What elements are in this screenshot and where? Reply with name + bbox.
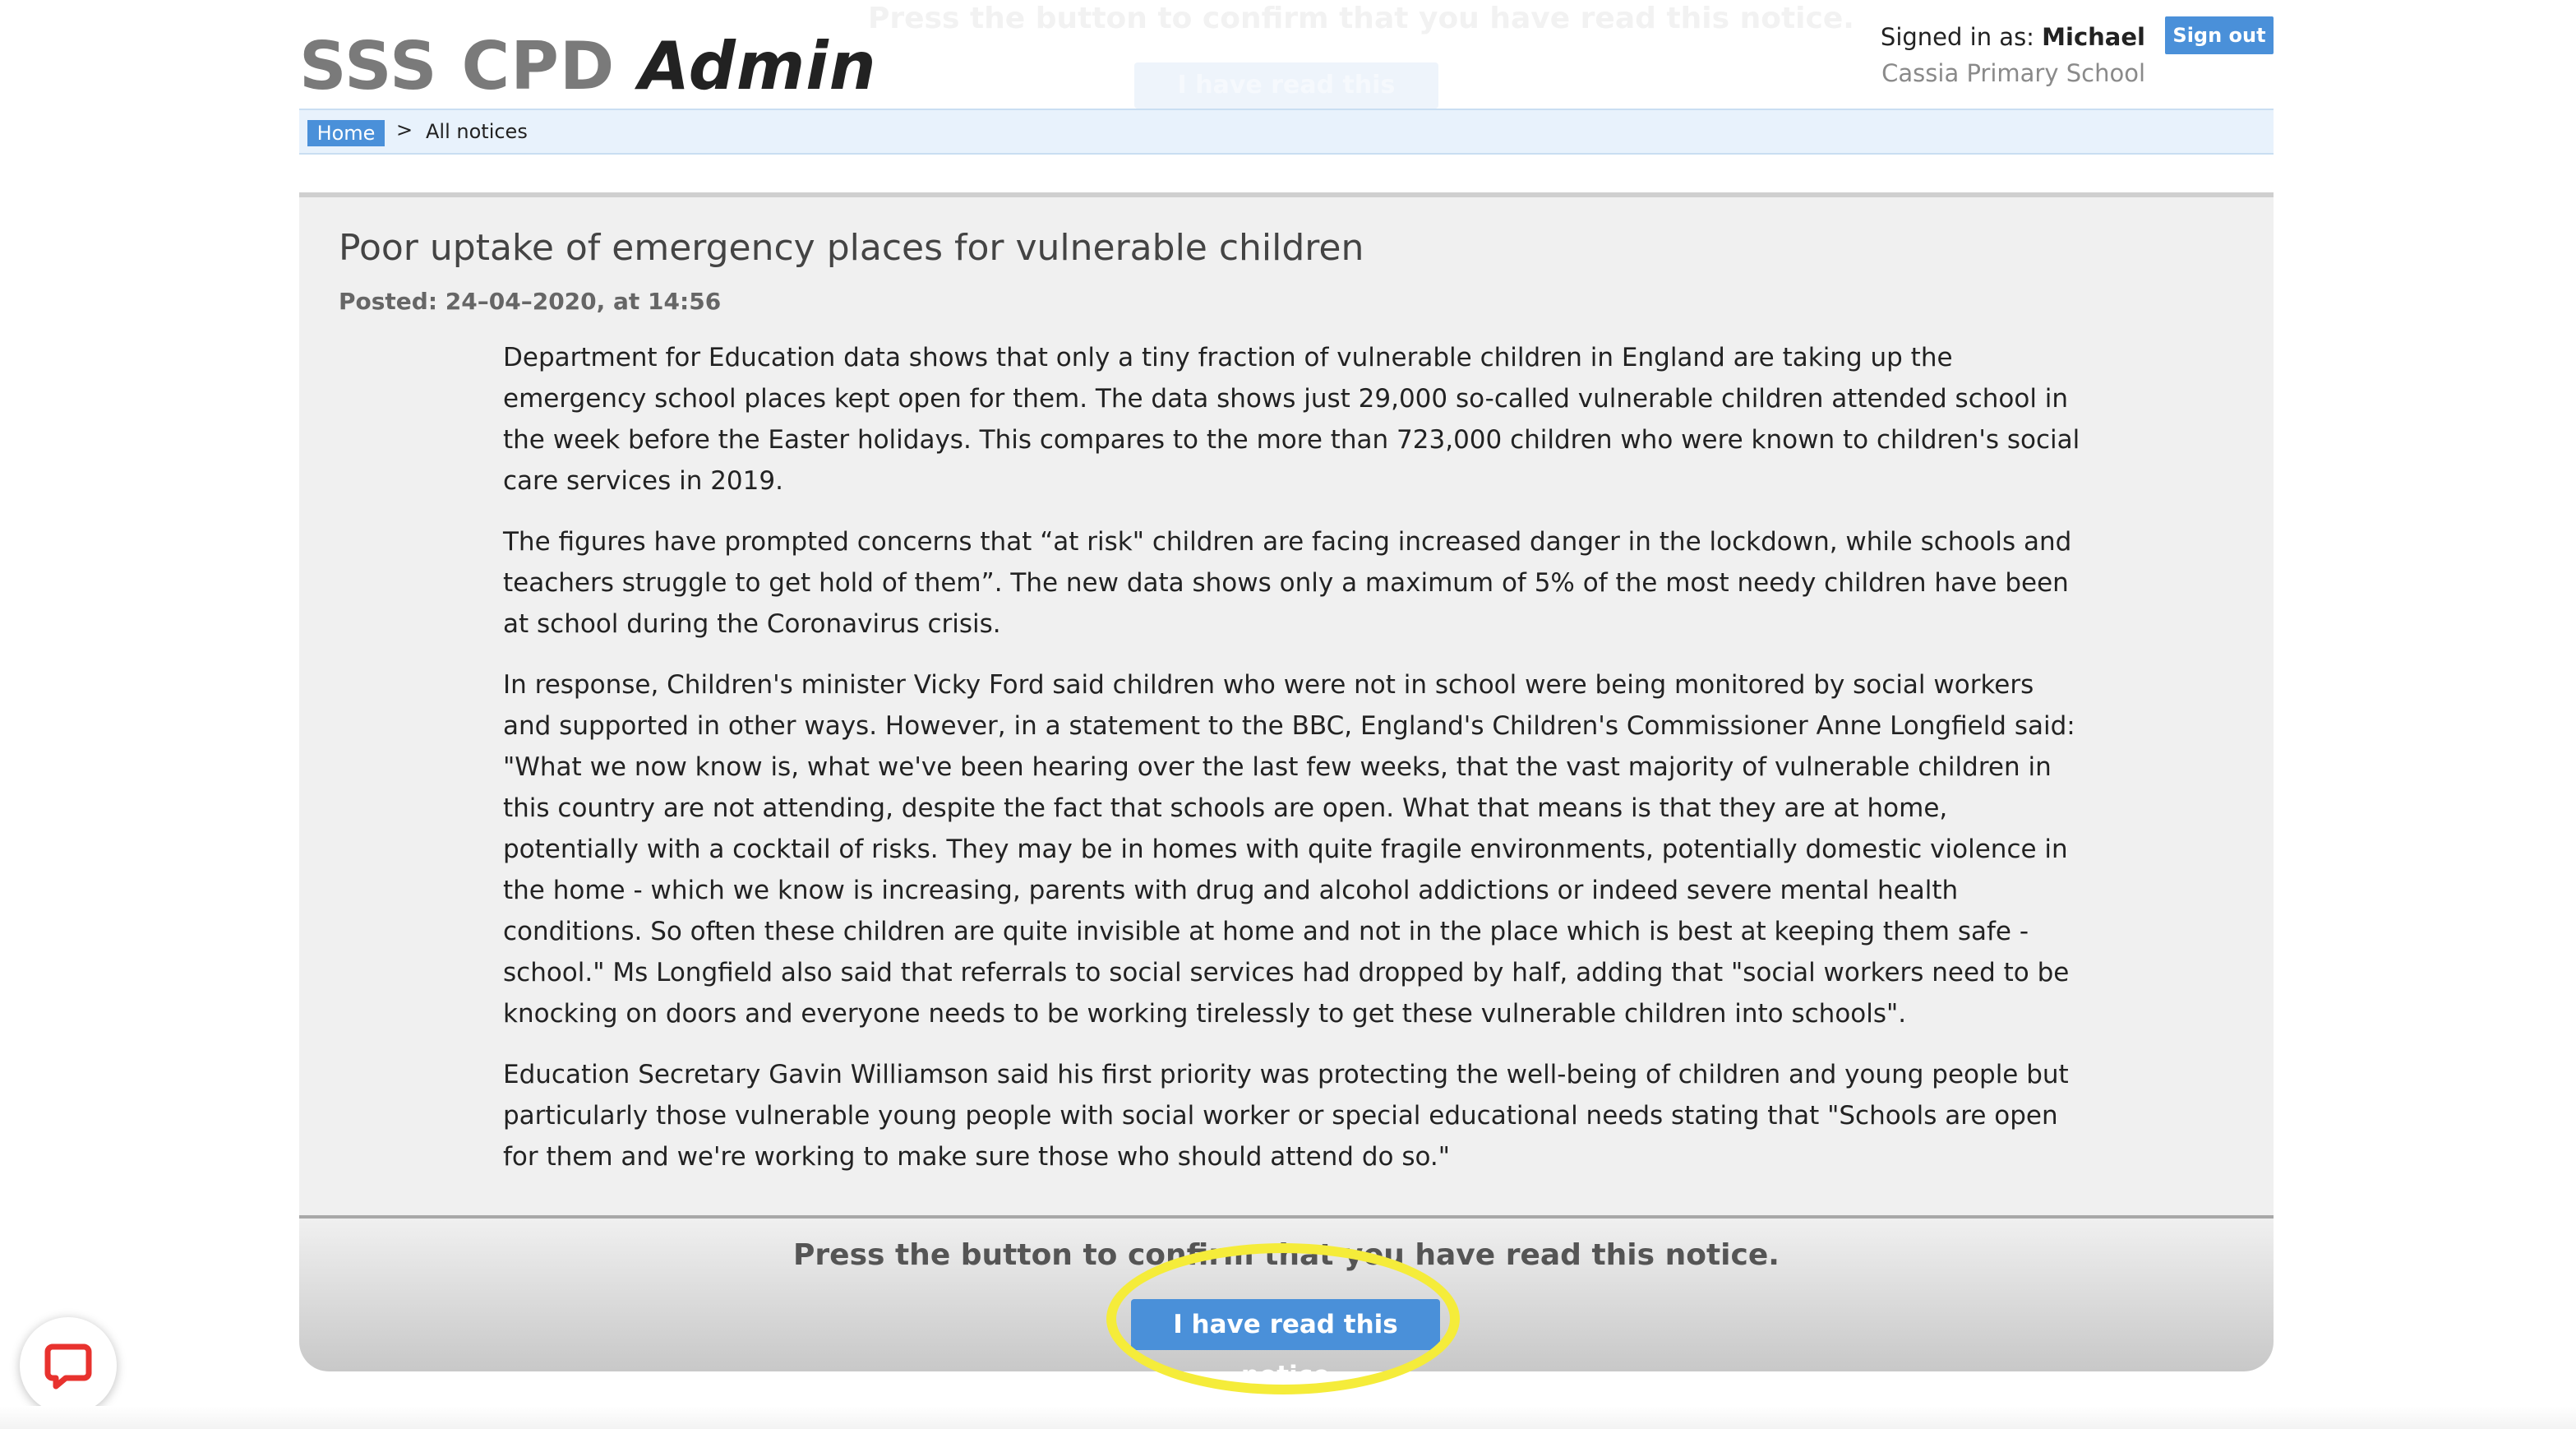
sign-out-button[interactable]: Sign out <box>2165 16 2274 54</box>
notice-paragraph: The figures have prompted concerns that “at risk" children are facing increased danger in the lockdown, while schools and teachers struggle to get hold of them”. The new data shows only a maximum of 5% of the most needy children have been at school during the Coronavirus crisis. <box>503 527 2072 639</box>
signed-in-info <box>1881 23 2145 51</box>
chat-widget-button[interactable] <box>20 1317 117 1414</box>
notice-paragraph: In response, Children's minister Vicky Ford said children who were not in school were being monitored by social workers and supported in other ways. However, in a statement to the BBC, England's Children's Commissioner Anne Longfield said: "What we now know is, what we've been hearing over the last few weeks, that the vast majority of vulnerable children in this country are not attending, despite the fact that schools are open. What that means is that they are at home, potentially with a cocktail of risks. They may be in homes with quite fragile environments, potentially domestic violence in the home - which we know is increasing, parents with drug and alcohol addictions or indeed severe mental health conditions. So often these children are quite invisible at home and not in the place which is best at keeping them safe - school." Ms Longfield also said that referrals to social services had dropped by half, adding that "social workers need to be knocking on doors and everyone needs to be working tirelessly to get these vulnerable children into schools". <box>503 670 2075 1029</box>
chat-bubble-icon <box>44 1342 92 1390</box>
logo-prefix: SSS CPD <box>299 28 616 104</box>
ghost-read-button: I have read this <box>1134 62 1438 109</box>
read-notice-button[interactable]: I have read this notice <box>1131 1299 1440 1350</box>
bottom-fade <box>0 1406 2576 1429</box>
notice-paragraph: Education Secretary Gavin Williamson said his first priority was protecting the well-being of children and young people but particularly those vulnerable young people with social worker or special educational needs stating that "Schools are open for them and we're working to make sure those who should attend do so." <box>503 1060 2069 1172</box>
confirm-instruction: Press the button to confirm that you have read this notice. <box>793 1238 1780 1272</box>
breadcrumb <box>299 109 2274 155</box>
breadcrumb-separator: > <box>396 118 413 141</box>
school-name: Cassia Primary School <box>1881 59 2145 87</box>
logo[interactable] <box>299 28 877 104</box>
signed-in-label: Signed in as: <box>1880 23 2034 51</box>
notice-card <box>299 192 2274 1217</box>
confirm-footer <box>299 1215 2274 1390</box>
notice-body <box>503 337 2081 1197</box>
logo-suffix: Admin <box>639 28 877 104</box>
header <box>299 0 2274 109</box>
notice-title: Poor uptake of emergency places for vulnerable children <box>339 227 1364 269</box>
notice-paragraph: Department for Education data shows that only a tiny fraction of vulnerable children in England are taking up the emergency school places kept open for them. The data shows just 29,000 so-called vulnerable children attended school in the week before the Easter holidays. This compares to the more than 723,000 children who were known to children's social care services in 2019. <box>503 343 2080 496</box>
notice-posted-date: Posted: 24–04–2020, at 14:56 <box>339 288 722 315</box>
user-name: Michael <box>2042 23 2145 51</box>
breadcrumb-current: All notices <box>426 120 528 143</box>
breadcrumb-home-link[interactable]: Home <box>307 120 385 146</box>
ghost-confirm-text: Press the button to confirm that you have read this notice. <box>868 2 1854 35</box>
